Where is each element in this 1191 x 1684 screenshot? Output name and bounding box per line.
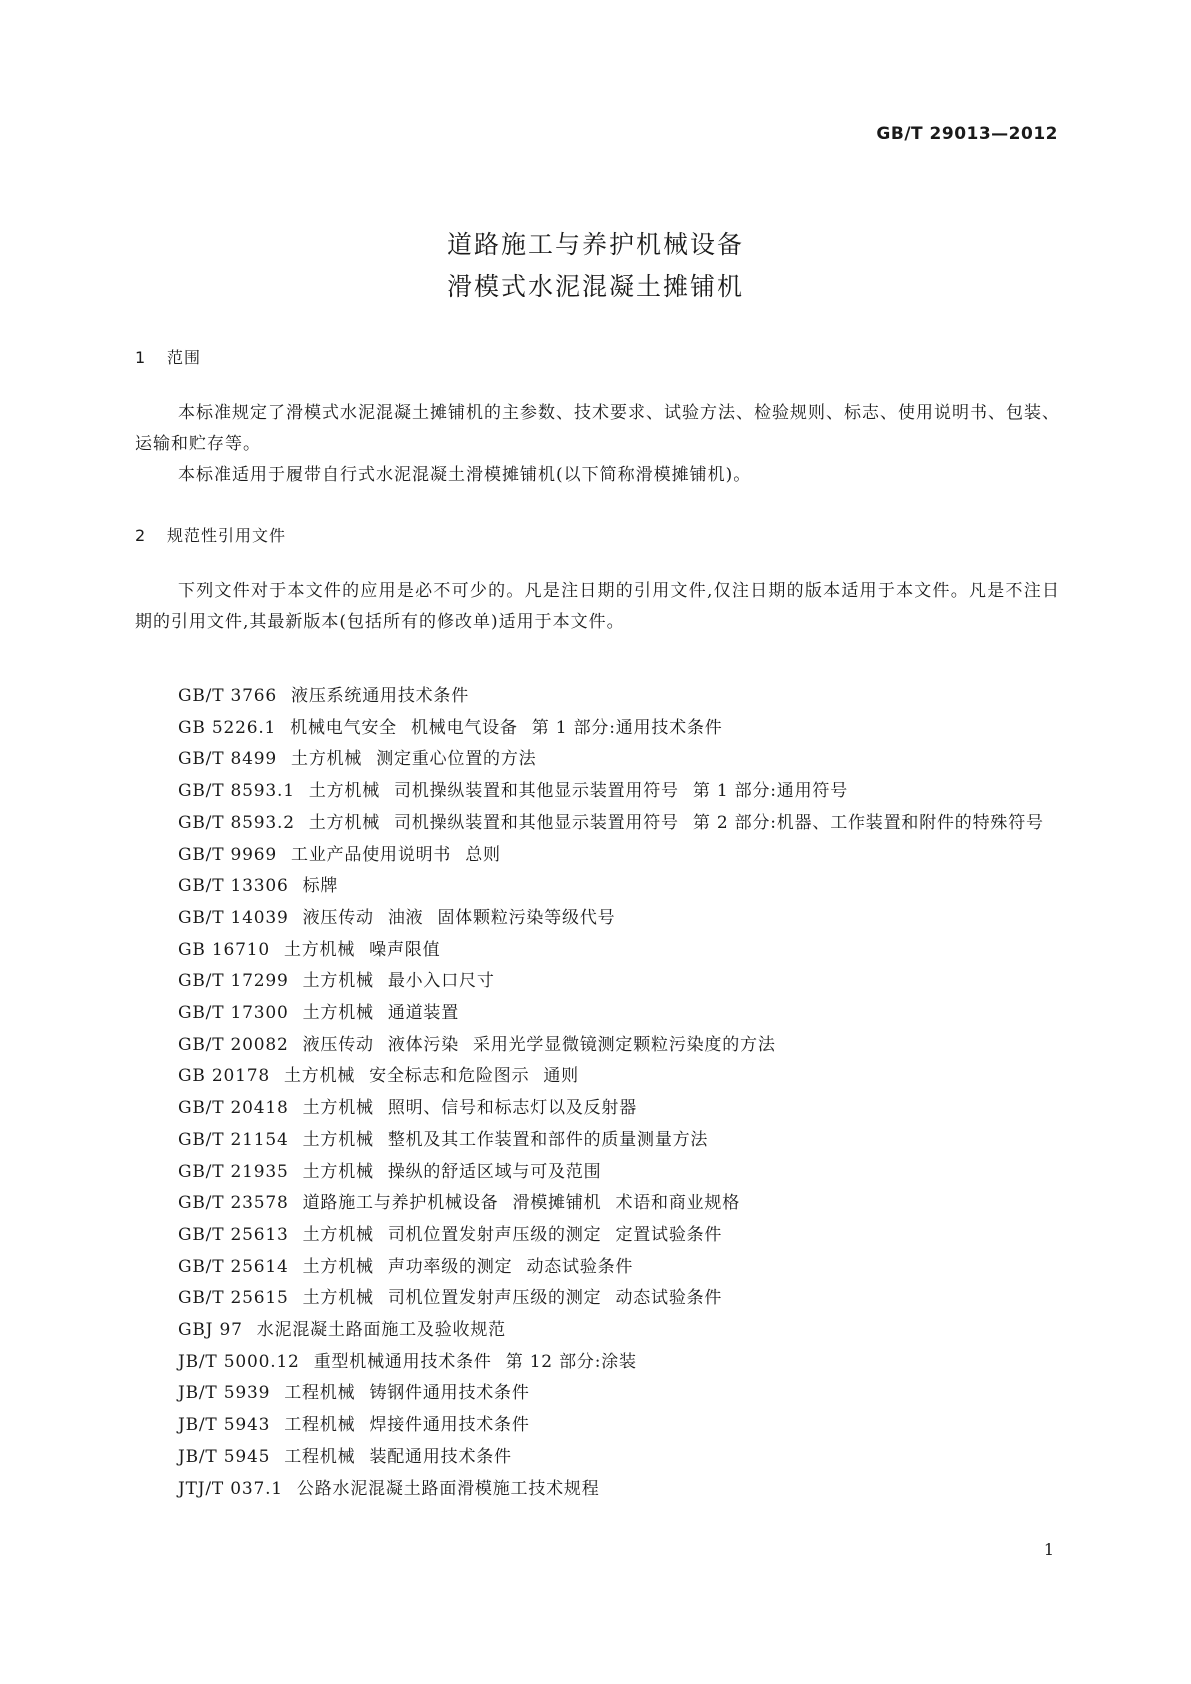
reference-title: 焊接件通用技术条件 [369,1415,530,1436]
section-title: 范围 [167,348,202,367]
section-1-body [135,398,1060,491]
reference-title: 照明、信号和标志灯以及反射器 [387,1098,638,1119]
section-number: 2 [135,526,147,545]
reference-item [135,1252,1060,1284]
reference-item [135,1030,1060,1062]
reference-code: GB/T 21935 [178,1161,289,1182]
reference-code: GB/T 14039 [178,907,289,928]
reference-title: 滑模摊铺机 [512,1193,602,1214]
reference-code: GB/T 8499 [178,749,278,770]
document-title [0,224,1191,308]
reference-item [135,1061,1060,1093]
reference-title: 机械电气安全 [290,717,397,738]
reference-title: 道路施工与养护机械设备 [302,1193,499,1214]
reference-title: 装配通用技术条件 [369,1446,512,1467]
section-2-heading [135,523,286,546]
reference-code: GB/T 23578 [178,1193,289,1214]
reference-title: 土方机械 [283,939,356,960]
reference-title: 第 1 部分:通用技术条件 [531,717,723,738]
reference-item [135,998,1060,1030]
reference-item [135,1157,1060,1189]
reference-item [135,681,1060,713]
reference-code: GB/T 8593.1 [178,781,295,802]
reference-title: 术语和商业规格 [615,1193,741,1214]
reference-title: 油液 [387,907,424,928]
reference-title: 土方机械 [308,812,381,833]
reference-code: GB/T 25614 [178,1256,289,1277]
reference-code: JB/T 5943 [178,1415,271,1436]
reference-item [135,1442,1060,1474]
reference-title: 土方机械 [283,1066,356,1087]
reference-title: 通道装置 [387,1003,460,1024]
reference-item [135,1315,1060,1347]
reference-title: 标牌 [302,876,339,897]
reference-title: 土方机械 [302,1288,374,1309]
reference-title: 土方机械 [302,1224,374,1245]
reference-code: GB/T 17300 [178,1003,289,1024]
reference-title: 机械电气设备 [410,717,518,738]
reference-code: GB/T 3766 [178,686,278,706]
reference-code: GB 5226.1 [178,717,277,738]
reference-title: 土方机械 [302,971,374,992]
reference-code: GB/T 25613 [178,1224,289,1245]
reference-title: 第 12 部分:涂装 [505,1351,637,1372]
reference-title: 声功率级的测定 [387,1256,513,1277]
reference-item [135,1474,1060,1506]
section-1-heading [135,345,201,368]
reference-title: 公路水泥混凝土路面滑模施工技术规程 [296,1478,600,1499]
reference-item [135,1410,1060,1442]
reference-title: 最小入口尺寸 [387,971,495,992]
standard-number: GB/T 29013—2012 [876,124,1058,144]
reference-title: 采用光学显微镜测定颗粒污染度的方法 [473,1034,776,1055]
reference-title: 固体颗粒污染等级代号 [437,907,616,928]
reference-title: 水泥混凝土路面施工及验收规范 [256,1320,506,1341]
reference-item [135,1125,1060,1157]
reference-title: 工程机械 [284,1383,356,1404]
reference-title: 液压系统通用技术条件 [291,686,470,706]
reference-item [135,1378,1060,1410]
reference-title: 工程机械 [284,1415,356,1436]
reference-title: 土方机械 [308,781,381,802]
reference-title: 操纵的舒适区域与可及范围 [387,1161,602,1182]
reference-list [135,681,1060,1505]
reference-title: 铸钢件通用技术条件 [369,1383,530,1404]
reference-code: GB/T 9969 [178,844,278,865]
reference-title: 液压传动 [302,907,374,928]
reference-code: GBJ 97 [178,1320,243,1341]
paragraph: 下列文件对于本文件的应用是必不可少的。凡是注日期的引用文件,仅注日期的版本适用于本文件。凡是不注日期的引用文件,其最新版本(包括所有的修改单)适用于本文件。 [135,581,1060,632]
paragraph: 本标准规定了滑模式水泥混凝土摊铺机的主参数、技术要求、试验方法、检验规则、标志、使用说明书、包装、运输和贮存等。 [135,403,1060,454]
reference-code: GB 16710 [178,939,270,960]
title-line-1: 道路施工与养护机械设备 [446,230,744,259]
reference-item [135,840,1060,872]
reference-title: 土方机械 [302,1161,374,1182]
reference-code: GB/T 13306 [178,876,289,897]
reference-code: JB/T 5939 [178,1383,271,1404]
reference-title: 第 1 部分:通用符号 [692,781,848,802]
title-line-2: 滑模式水泥混凝土摊铺机 [446,272,744,301]
reference-code: JB/T 5000.12 [178,1351,300,1372]
reference-title: 工业产品使用说明书 [291,844,452,865]
reference-code: GB/T 20082 [178,1034,289,1055]
reference-code: GB/T 21154 [178,1129,289,1150]
section-2-intro [135,576,1060,638]
section-number: 1 [135,348,147,367]
reference-title: 司机操纵装置和其他显示装置用符号 [394,812,679,833]
reference-title: 测定重心位置的方法 [376,749,537,770]
reference-title: 土方机械 [302,1003,374,1024]
reference-item [135,1188,1060,1220]
reference-item [135,776,1060,808]
reference-title: 整机及其工作装置和部件的质量测量方法 [387,1129,709,1150]
reference-title: 通则 [543,1066,579,1087]
reference-title: 定置试验条件 [615,1224,723,1245]
reference-item [135,1093,1060,1125]
reference-title: 总则 [465,844,501,865]
reference-item [135,903,1060,935]
reference-code: GB/T 8593.2 [178,812,295,833]
reference-title: 土方机械 [302,1129,374,1150]
reference-item [135,1347,1060,1379]
page-number: 1 [1043,1540,1054,1559]
reference-title: 土方机械 [291,749,363,770]
reference-code: JB/T 5945 [178,1446,271,1467]
reference-code: GB 20178 [178,1066,270,1087]
paragraph: 本标准适用于履带自行式水泥混凝土滑模摊铺机(以下简称滑模摊铺机)。 [178,465,752,485]
reference-title: 动态试验条件 [526,1256,634,1277]
reference-title: 土方机械 [302,1256,374,1277]
reference-title: 司机位置发射声压级的测定 [387,1224,602,1245]
reference-title: 重型机械通用技术条件 [313,1351,492,1372]
reference-code: JTJ/T 037.1 [178,1478,283,1499]
reference-title: 动态试验条件 [615,1288,723,1309]
reference-item [135,713,1060,745]
reference-item [135,966,1060,998]
reference-title: 司机位置发射声压级的测定 [387,1288,602,1309]
reference-item [135,808,1060,840]
reference-item [135,871,1060,903]
reference-title: 噪声限值 [369,939,441,960]
reference-item [135,1283,1060,1315]
reference-title: 安全标志和危险图示 [369,1066,530,1087]
reference-code: GB/T 25615 [178,1288,289,1309]
reference-title: 司机操纵装置和其他显示装置用符号 [394,781,679,802]
reference-code: GB/T 20418 [178,1098,289,1119]
reference-title: 液压传动 [302,1034,374,1055]
reference-code: GB/T 17299 [178,971,289,992]
reference-title: 土方机械 [302,1098,374,1119]
section-title: 规范性引用文件 [167,526,287,545]
reference-title: 工程机械 [284,1446,356,1467]
reference-item [135,744,1060,776]
reference-title: 第 2 部分:机器、工作装置和附件的特殊符号 [692,812,1044,833]
reference-item [135,935,1060,967]
reference-title: 液体污染 [387,1034,460,1055]
reference-item [135,1220,1060,1252]
